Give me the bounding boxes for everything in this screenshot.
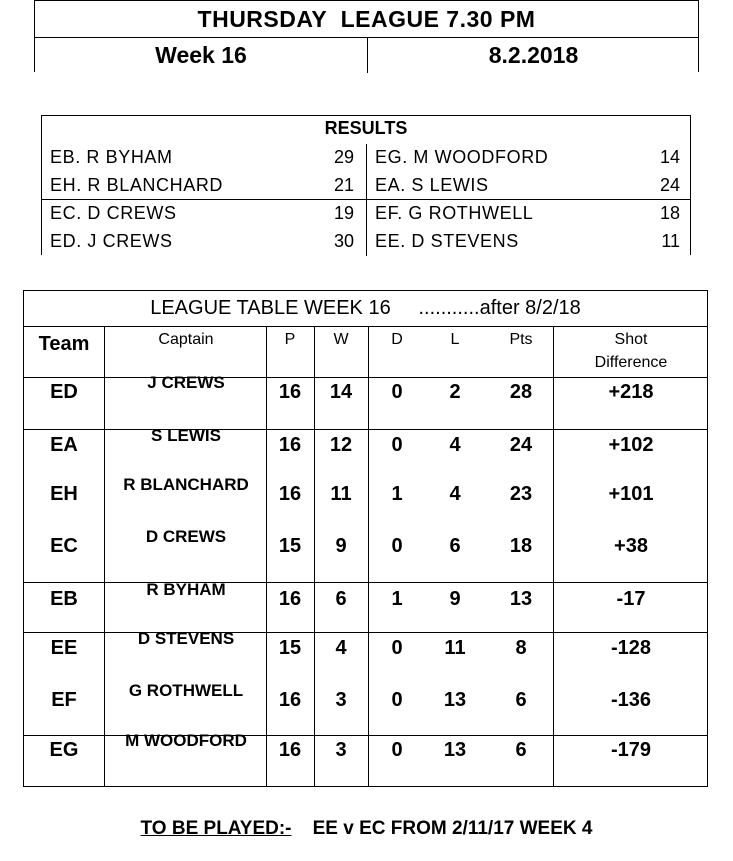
column-header-w: W (333, 331, 349, 348)
result-home-score: 30 (333, 231, 354, 251)
team-code: EC (50, 535, 78, 557)
result-home-team: EC. D CREWS (50, 203, 177, 223)
captain-name: M WOODFORD (125, 731, 247, 750)
captain-name: S LEWIS (151, 426, 221, 445)
result-away-score: 14 (659, 147, 680, 167)
stat-p: 15 (278, 535, 302, 557)
results-title: RESULTS (324, 118, 408, 138)
team-code: EG (49, 739, 79, 761)
stat-l: 4 (449, 434, 461, 456)
stat-pts: 28 (509, 381, 533, 403)
stat-l: 4 (449, 483, 461, 505)
shot-difference: +218 (608, 381, 654, 403)
stat-w: 12 (329, 434, 353, 456)
column-divider (368, 326, 369, 786)
captain-name: R BLANCHARD (123, 475, 249, 494)
stat-pts: 24 (509, 434, 533, 456)
stat-d: 0 (391, 434, 403, 456)
stat-pts: 6 (515, 689, 527, 711)
stat-l: 2 (449, 381, 461, 403)
week-label: Week 16 (35, 38, 368, 73)
column-header-pts: Pts (509, 331, 533, 348)
team-code: EE (50, 637, 78, 659)
column-header-captain: Captain (158, 331, 214, 348)
stat-w: 4 (335, 637, 347, 659)
stat-w: 14 (329, 381, 353, 403)
result-away-team: EG. M WOODFORD (375, 147, 549, 167)
shot-difference: -179 (610, 739, 652, 761)
team-code: EF (51, 689, 77, 711)
to-be-played (0, 818, 733, 840)
result-away-score: 18 (659, 203, 680, 223)
column-header-l: L (450, 331, 460, 348)
league-table-title: LEAGUE TABLE WEEK 16 ...........after 8/2/18 (24, 291, 707, 327)
fixture-header (34, 0, 699, 72)
stat-d: 0 (391, 381, 403, 403)
stat-d: 0 (391, 689, 403, 711)
stat-pts: 8 (515, 637, 527, 659)
column-divider (553, 326, 554, 786)
column-divider (104, 326, 105, 786)
team-code: EB (50, 588, 78, 610)
captain-name: G ROTHWELL (128, 681, 244, 700)
stat-d: 1 (391, 588, 403, 610)
result-home-score: 29 (333, 147, 354, 167)
team-code: EH (50, 483, 78, 505)
column-header-team: Team (38, 333, 90, 355)
stat-p: 16 (278, 434, 302, 456)
stat-w: 11 (330, 483, 352, 505)
shot-difference: -17 (616, 588, 646, 610)
stat-d: 0 (391, 637, 403, 659)
shot-difference: +38 (614, 535, 648, 557)
shot-difference: +102 (608, 434, 654, 456)
team-code: EA (50, 434, 78, 456)
stat-pts: 6 (515, 739, 527, 761)
stat-w: 3 (335, 689, 347, 711)
results-row-divider (41, 199, 691, 200)
stat-w: 9 (335, 535, 347, 557)
shot-difference: +101 (608, 483, 654, 505)
stat-p: 16 (278, 381, 302, 403)
stat-p: 16 (278, 739, 302, 761)
stat-l: 13 (443, 689, 467, 711)
column-header-difference: Difference (594, 354, 668, 371)
result-home-score: 19 (333, 203, 354, 223)
shot-difference: -128 (610, 637, 652, 659)
stat-w: 3 (335, 739, 347, 761)
league-title: THURSDAY LEAGUE 7.30 PM (35, 1, 698, 38)
result-away-team: EF. G ROTHWELL (375, 203, 534, 223)
stat-w: 6 (335, 588, 347, 610)
stat-p: 16 (278, 483, 302, 505)
column-header-shot: Shot (614, 331, 648, 348)
column-header-d: D (391, 331, 403, 348)
result-away-team: EE. D STEVENS (375, 231, 519, 251)
captain-name: R BYHAM (146, 580, 226, 599)
stat-p: 15 (278, 637, 302, 659)
stat-p: 16 (278, 689, 302, 711)
shot-difference: -136 (610, 689, 652, 711)
column-header-p: P (284, 331, 296, 348)
results-divider (366, 144, 367, 256)
result-home-team: EB. R BYHAM (50, 147, 173, 167)
result-away-score: 11 (661, 231, 680, 251)
stat-pts: 13 (509, 588, 533, 610)
captain-name: D CREWS (145, 527, 227, 546)
stat-d: 0 (391, 739, 403, 761)
stat-d: 1 (391, 483, 403, 505)
stat-d: 0 (391, 535, 403, 557)
result-away-team: EA. S LEWIS (375, 175, 489, 195)
result-home-team: EH. R BLANCHARD (50, 175, 224, 195)
stat-pts: 18 (509, 535, 533, 557)
captain-name: J CREWS (147, 373, 225, 392)
to-be-played-text: EE v EC FROM 2/11/17 WEEK 4 (291, 818, 593, 839)
team-code: ED (50, 381, 78, 403)
captain-name: D STEVENS (137, 629, 235, 648)
date-label: 8.2.2018 (488, 42, 579, 68)
stat-l: 11 (444, 637, 466, 659)
stat-p: 16 (278, 588, 302, 610)
result-away-score: 24 (659, 175, 680, 195)
result-home-team: ED. J CREWS (50, 231, 173, 251)
stat-l: 13 (443, 739, 467, 761)
to-be-played-label: TO BE PLAYED:- (140, 818, 292, 839)
stat-l: 6 (449, 535, 461, 557)
result-home-score: 21 (333, 175, 354, 195)
stat-pts: 23 (509, 483, 533, 505)
stat-l: 9 (449, 588, 461, 610)
